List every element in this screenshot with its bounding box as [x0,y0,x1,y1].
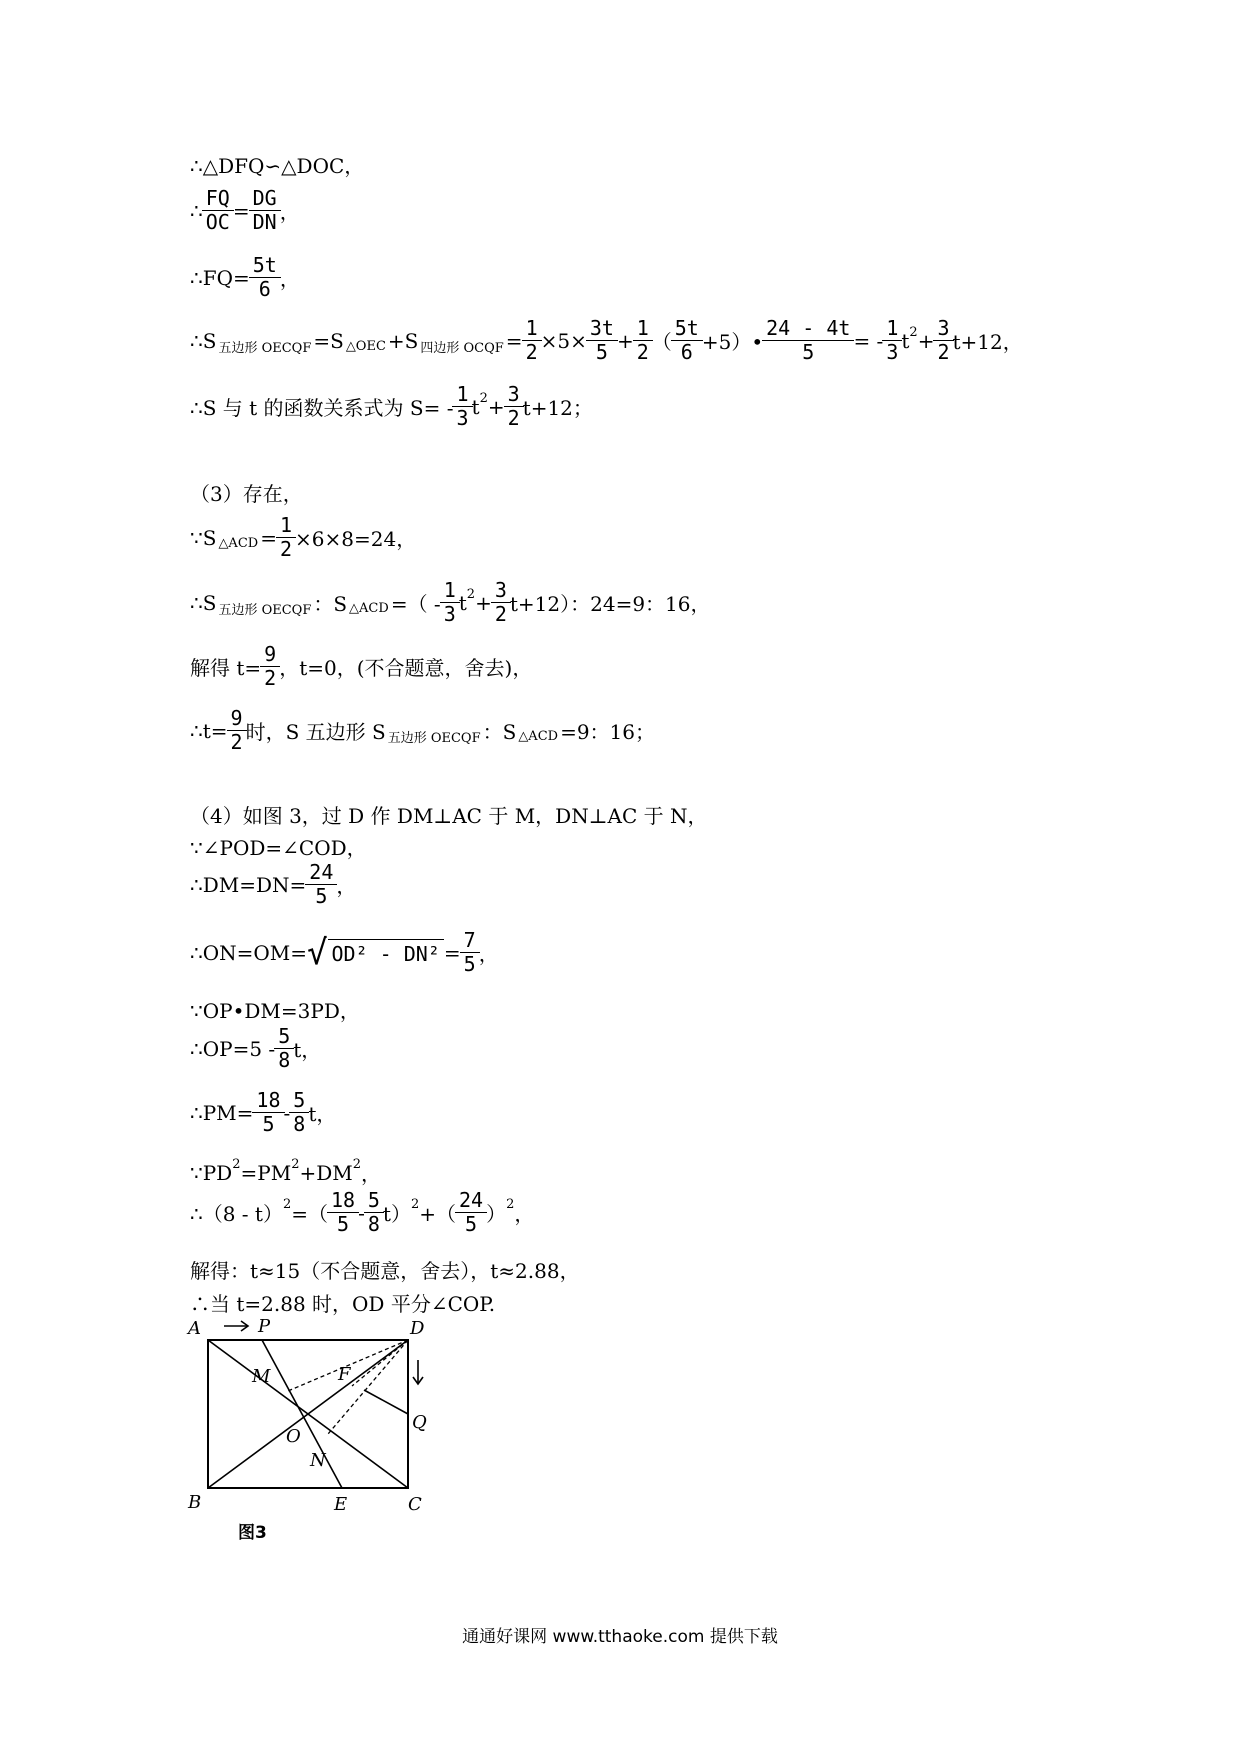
fraction: $\frac{24}{5}$ [457,1190,485,1235]
segment-fq [364,1390,408,1414]
fraction: $\frac{9}{2}$ [229,708,245,753]
fraction: $\frac{7}{5}$ [462,930,478,975]
fraction: $\frac{5t}{6}$ [251,255,279,300]
dashed-dn [328,1340,408,1434]
page-footer: 通通好课网 www.tthaoke.com 提供下载 [462,1627,778,1647]
line-part4-heading: （4）如图 3，过 D 作 DM⊥AC 于 M，DN⊥AC 于 N， [190,804,708,828]
fraction: $\frac{5t}{6}$ [673,318,701,363]
line-pm: ∴PM= $\frac{18}{5}$ - $\frac{5}{8}$ t， [190,1088,337,1136]
label-p: P [258,1316,271,1337]
line-angle-equal: ∵∠POD=∠COD， [190,836,367,860]
square-root: √ OD² - DN² [307,936,444,970]
line-equation: ∴（8 - t） 2 =（ $\frac{18}{5}$ - $\frac{5}{8}$ t） 2 +（ $\frac{24}{5}$ ） 2 ， [190,1188,535,1236]
line-similar-triangles: ∴△DFQ∽△DOC， [190,154,365,178]
label-c: C [408,1494,422,1515]
fraction: $\frac{1}{2}$ [278,515,294,560]
fraction: $\frac{1}{2}$ [635,318,651,363]
label-q: Q [412,1412,427,1433]
fraction: $\frac{1}{3}$ [454,384,470,429]
fraction: $\frac{5}{8}$ [291,1090,307,1135]
line-area-expression: ∴S 五边形 OECQF =S △OEC +S 四边形 OCQF = $\frac{1}{2}$ ×5× $\frac{3t}{5}$ + $\frac{1}{2}$ （ $\frac{5t}{6}$ +5）• $\frac{24 - 4t}{5}$ = - $\frac{1}{3}$ t 2 + $\frac{3}{2}$ t+12， [190,316,1023,364]
line-area-ratio: ∴S 五边形 OECQF ：S △ACD =（ - $\frac{1}{3}$ t 2 + $\frac{3}{2}$ t+12）：24=9：16， [190,578,711,626]
fraction: $\frac{1}{3}$ [884,318,900,363]
fraction: $\frac{3}{2}$ [935,318,951,363]
line-solution-t: 解得 t= $\frac{9}{2}$ ，t=0，(不合题意，舍去)， [190,642,533,690]
line-op: ∴OP=5 - $\frac{5}{8}$ t， [190,1024,322,1072]
label-d: D [410,1318,425,1339]
line-conclusion-final: ∴当 t=2.88 时，OD 平分∠COP. [190,1292,496,1316]
line-function-relation: ∴S 与 t 的函数关系式为 S= - $\frac{1}{3}$ t 2 + $\frac{3}{2}$ t+12； [190,382,593,430]
line-conclusion-part3: ∴t= $\frac{9}{2}$ 时，S 五边形 S 五边形 OECQF ：S △ACD =9：16； [190,706,656,754]
fraction: $\frac{9}{2}$ [262,644,278,689]
label-e: E [334,1494,348,1515]
fraction: $\frac{1}{3}$ [442,580,458,625]
fraction: $\frac{1}{2}$ [524,318,540,363]
line-pythagoras: ∵PD 2 =PM 2 +DM 2 ， [190,1157,382,1186]
label-a: A [188,1318,201,1339]
label-n: N [310,1450,326,1471]
fraction: $\frac{5}{8}$ [366,1190,382,1235]
label-m: M [252,1366,271,1387]
fraction: $\frac{24 - 4t}{5}$ [764,318,852,363]
fraction: $\frac{5}{8}$ [276,1026,292,1071]
dashed-df [352,1340,408,1386]
fraction: $\frac{24}{5}$ [307,862,335,907]
fraction: $\frac{3}{2}$ [493,580,509,625]
figure-svg [186,1316,446,1546]
line-dm-dn: ∴DM=DN= $\frac{24}{5}$ ， [190,860,357,908]
fraction: $\frac{DG}{DN}$ [251,188,279,233]
label-f: F [338,1364,351,1385]
line-triangle-area: ∵S △ACD = $\frac{1}{2}$ ×6×8=24， [190,513,417,561]
label-o: O [286,1426,301,1447]
fraction: $\frac{18}{5}$ [329,1190,357,1235]
label-b: B [188,1492,202,1513]
geometry-figure-3 [186,1316,446,1551]
line-part3-heading: （3）存在， [190,482,303,506]
figure-caption: 图3 [238,1523,267,1543]
line-on-om: ∴ON=OM= √ OD² - DN² = $\frac{7}{5}$ ， [190,928,499,976]
fraction: $\frac{FQ}{OC}$ [204,188,232,233]
fraction: $\frac{18}{5}$ [254,1090,282,1135]
segment-pe [262,1340,342,1488]
fraction: $\frac{3}{2}$ [506,384,522,429]
line-fq: ∴FQ= $\frac{5t}{6}$ ， [190,253,300,301]
fraction: $\frac{3t}{5}$ [588,318,616,363]
line-solution-final: 解得：t≈15（不合题意，舍去），t≈2.88， [190,1259,580,1283]
line-ratio: ∴ $\frac{FQ}{OC}$ = $\frac{DG}{DN}$ ， [190,186,300,234]
line-op-dm: ∵OP•DM=3PD， [190,999,360,1023]
